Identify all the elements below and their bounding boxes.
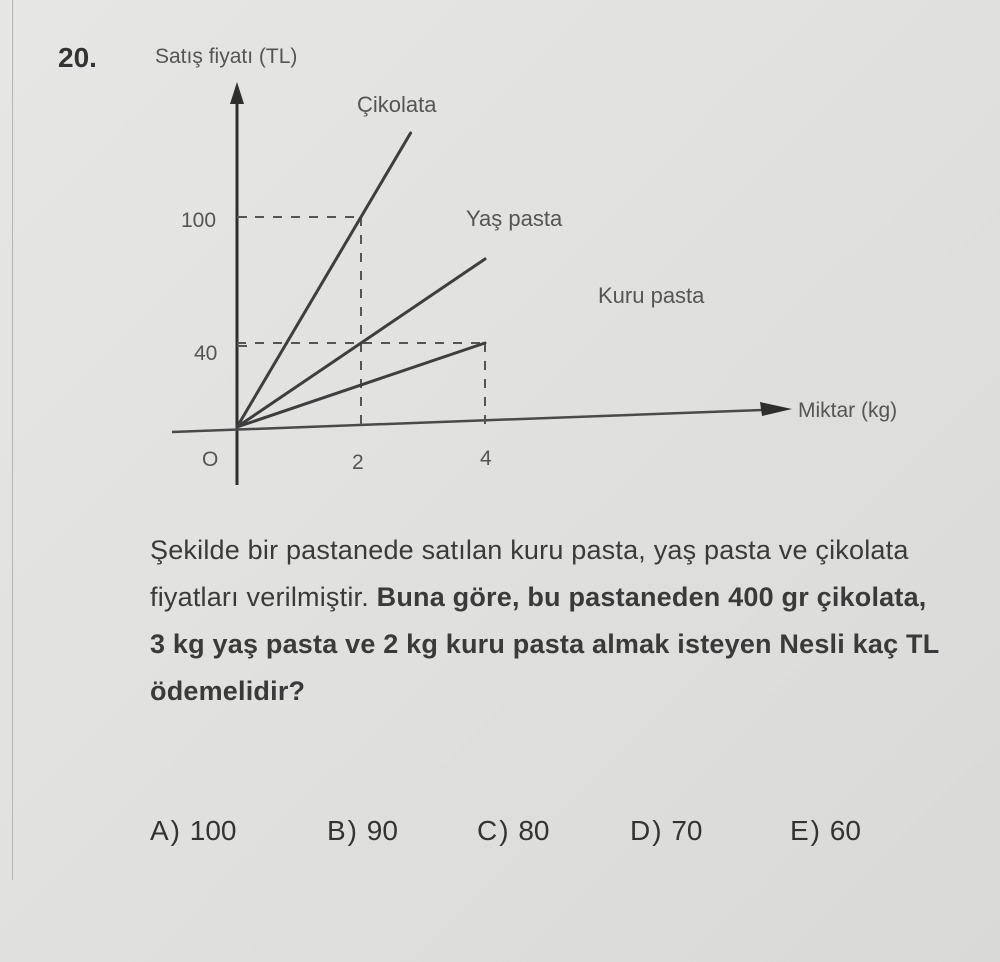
choice-c[interactable] — [477, 815, 549, 847]
question-text-bold: Buna göre, bu pastaneden 400 gr çikolata, 3 kg yaş pasta ve 2 kg kuru pasta almak isteyen Nesli kaç TL ödemelidir? — [150, 582, 939, 706]
choice-a-letter: A) — [150, 815, 182, 846]
choice-e-letter: E) — [790, 815, 822, 846]
y-tick-label-40: 40 — [194, 342, 218, 365]
guide-lines — [237, 217, 485, 427]
question-text — [150, 527, 940, 715]
series-label-yas-pasta: Yaş pasta — [466, 206, 563, 231]
y-axis-title: Satış fiyatı (TL) — [155, 45, 298, 68]
series-line-cikolata — [237, 133, 411, 427]
choice-a[interactable] — [150, 815, 237, 847]
question-number: 20. — [58, 42, 97, 73]
choice-e[interactable] — [790, 815, 861, 847]
series-label-cikolata: Çikolata — [357, 92, 437, 117]
choice-a-value: 100 — [189, 815, 237, 846]
choice-b-value: 90 — [366, 815, 398, 846]
choice-c-value: 80 — [518, 815, 550, 846]
origin-label: O — [202, 448, 219, 471]
series-label-kuru-pasta: Kuru pasta — [598, 283, 705, 308]
x-axis-arrow — [760, 402, 792, 416]
question-text-regular: Şekilde bir pastanede satılan kuru pasta, yaş pasta ve çikolata fiyatları verilmiştir. — [150, 535, 909, 612]
choice-d-letter: D) — [630, 815, 664, 846]
x-tick-label-2: 2 — [352, 451, 364, 474]
x-tick-label-4: 4 — [480, 447, 492, 470]
choice-d-value: 70 — [671, 815, 703, 846]
choice-c-letter: C) — [477, 815, 511, 846]
choice-b-letter: B) — [327, 815, 359, 846]
choice-d[interactable] — [630, 815, 702, 847]
x-axis-title: Miktar (kg) — [798, 399, 898, 422]
choice-b[interactable] — [327, 815, 398, 847]
y-axis-arrow — [230, 82, 244, 104]
choice-e-value: 60 — [829, 815, 861, 846]
x-axis — [172, 410, 762, 432]
y-tick-label-100: 100 — [181, 209, 217, 232]
series-line-kuru-pasta — [237, 343, 485, 427]
